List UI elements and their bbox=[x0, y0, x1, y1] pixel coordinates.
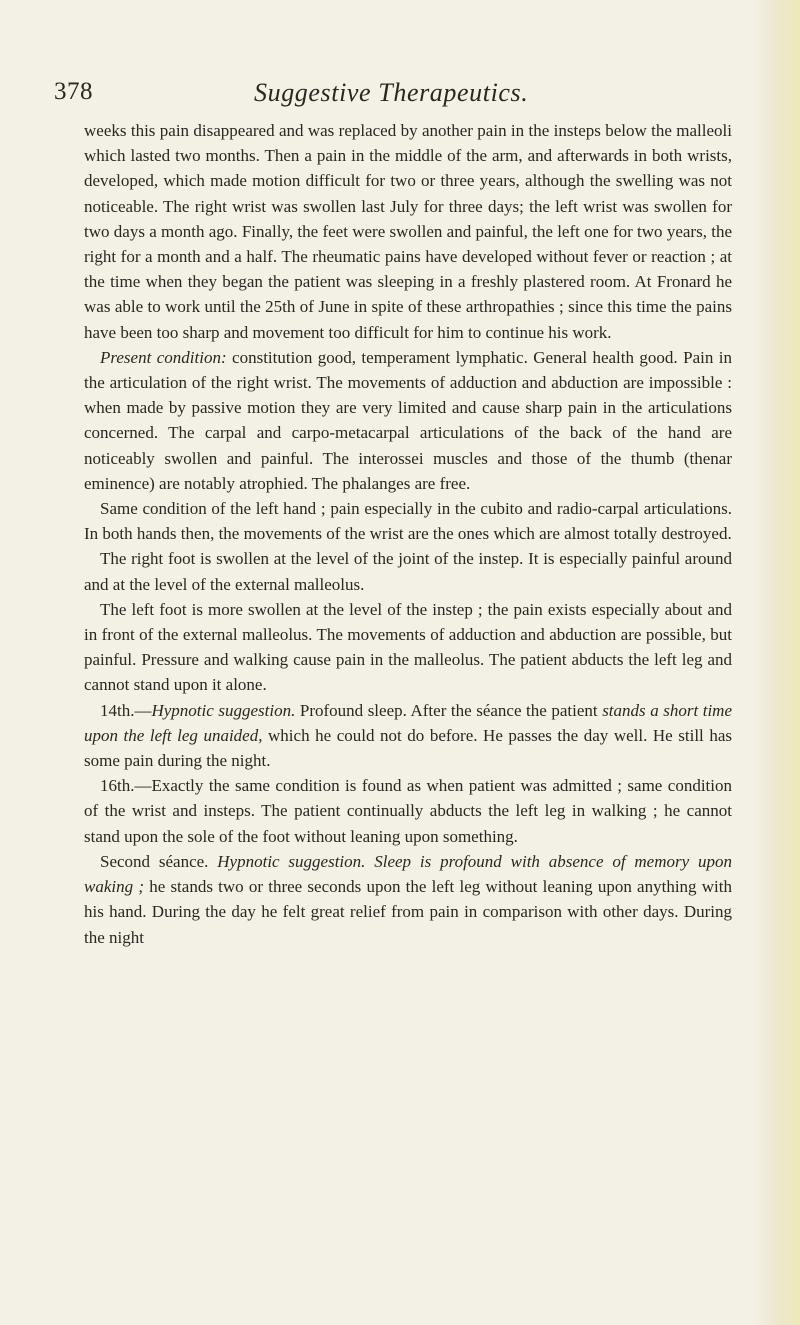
paragraph-2-text: constitution good, temperament lymphatic. General health good. Pain in the articulation of the right wrist. The movements of adduction and abduction are impossible : when made by passive motion they are very limited and cause sharp pain in the articulations concerned. The carpal and carpo-metacarpal articulations of the back of the hand are noticeably swollen and painful. The interossei muscles and those of the thumb (thenar eminence) are notably atrophied. The phalanges are free. bbox=[84, 347, 732, 493]
paragraph-8 bbox=[84, 849, 732, 950]
page-header bbox=[54, 78, 732, 118]
paragraph-6 bbox=[84, 698, 732, 774]
book-page bbox=[54, 78, 733, 950]
paragraph-6-text-1: Profound sleep. After the séance the patient bbox=[295, 700, 603, 720]
paragraph-8-text-2: he stands two or three seconds upon the left leg without leaning upon anything with his hand. During the day he felt great relief from pain in comparison with other days. During the night bbox=[84, 877, 732, 947]
paragraph-6-italic-2: stands a short time upon the left leg unaided, bbox=[84, 700, 733, 745]
paragraph-7: 16th.—Exactly the same condition is found as when patient was admitted ; same condition of the wrist and insteps. The patient continually abducts the left leg in walking ; he cannot stand upon the sole of the foot without leaning upon something. bbox=[84, 776, 732, 846]
hypnotic-suggestion-label: Hypnotic suggestion. bbox=[151, 700, 296, 720]
paragraph-8-italic-1: Hypnotic suggestion. Sleep is profound with absence of memory upon waking ; bbox=[84, 851, 733, 897]
paragraph-5: The left foot is more swollen at the level of the instep ; the pain exists especially about and in front of the external malleolus. The movements of adduction and abduction are possible, but painful. Pressure and walking cause pain in the malleolus. The patient abducts the left leg and cannot stand upon it alone. bbox=[84, 599, 732, 695]
paragraph-2 bbox=[84, 345, 732, 496]
page-edge-shading bbox=[752, 0, 800, 1325]
running-title: Suggestive Therapeutics. bbox=[254, 78, 529, 107]
paragraph-3: Same condition of the left hand ; pain especially in the cubito and radio-carpal articulations. In both hands then, the movements of the wrist are the ones which are almost totally destroyed. bbox=[84, 499, 732, 544]
paragraph-1: weeks this pain disappeared and was replaced by another pain in the insteps below the malleoli which lasted two months. Then a pain in the middle of the arm, and afterwards in both wrists, developed, which made motion difficult for two or three years, although the swelling was not noticeable. The right wrist was swollen last July for three days; the left wrist was swollen for two days a month ago. Finally, the feet were swollen and painful, the left one for two years, the right for a month and a half. The rheumatic pains have developed without fever or reaction ; at the time when they began the patient was sleeping in a freshly plastered room. At Fronard he was able to work until the 25th of June in spite of these arthropathies ; since this time the pains have been too sharp and movement too difficult for him to continue his work. bbox=[84, 121, 732, 342]
page-number: 378 bbox=[54, 78, 93, 105]
paragraph-6-text-2: which he could not do before. He passes the day well. He still has some pain during the night. bbox=[84, 725, 732, 771]
paragraph-4: The right foot is swollen at the level of the joint of the instep. It is especially painful around and at the level of the external malleolus. bbox=[84, 549, 732, 594]
present-condition-label: Present condition: bbox=[100, 347, 227, 367]
body-text bbox=[84, 118, 732, 950]
date-14th: 14th.— bbox=[100, 700, 152, 720]
paragraph-8-text-1: Second séance. bbox=[100, 851, 218, 871]
